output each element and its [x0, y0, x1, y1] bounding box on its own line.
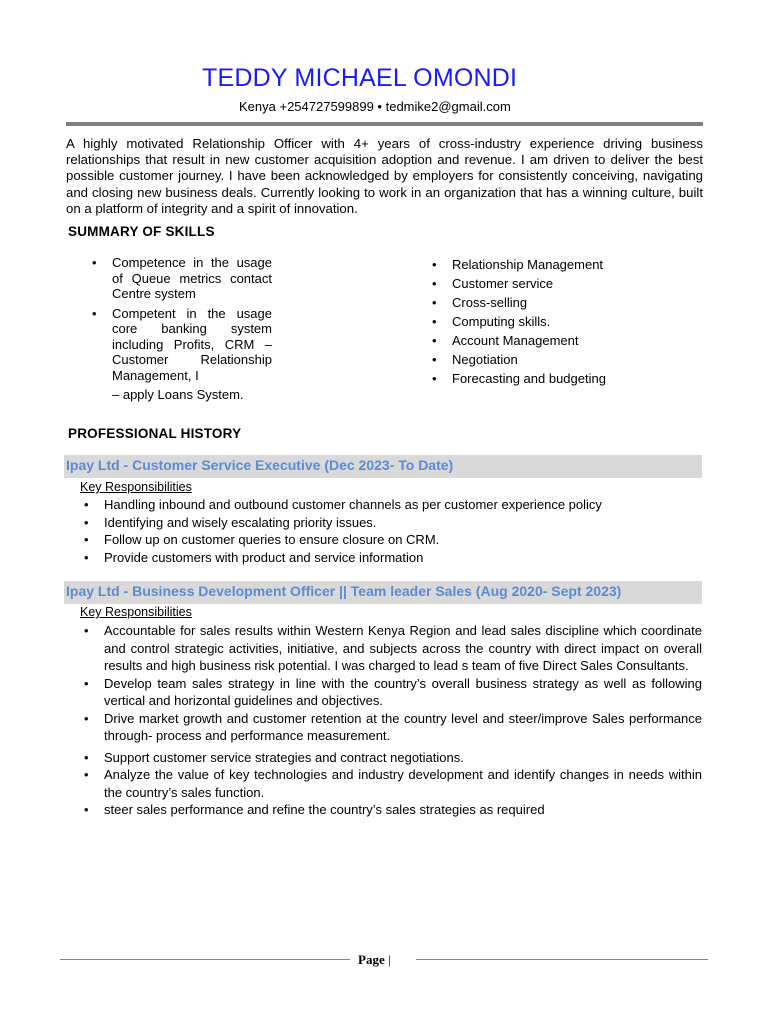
responsibilities-label: Key Responsibilities — [80, 480, 192, 494]
skill-item: • Competent in the usage core banking system including Profits, CRM – Customer Relationship Management, I — [88, 306, 272, 384]
skill-item: • Customer service — [428, 274, 606, 293]
skills-right-column — [428, 255, 606, 388]
history-heading: PROFESSIONAL HISTORY — [68, 426, 242, 441]
job-title-bar — [64, 581, 702, 604]
list-item: • Analyze the value of key technologies and industry development and identify changes in needs within the country’s sales function. — [80, 766, 702, 801]
candidate-name: TEDDY MICHAEL OMONDI — [202, 64, 518, 92]
responsibilities-list — [80, 496, 702, 566]
footer-divider-right — [416, 959, 708, 960]
skills-heading: SUMMARY OF SKILLS — [68, 224, 215, 239]
list-item: • Handling inbound and outbound customer channels as per customer experience policy — [80, 496, 702, 514]
responsibilities-label: Key Responsibilities — [80, 605, 192, 619]
header-divider — [66, 122, 703, 126]
footer-divider-left — [60, 959, 350, 960]
job-title: Ipay Ltd - Customer Service Executive (Dec 2023- To Date) — [66, 457, 454, 473]
page-number — [358, 952, 391, 968]
skill-item-continuation: – apply Loans System. — [112, 387, 244, 402]
profile-summary: A highly motivated Relationship Officer with 4+ years of cross-industry experience driving business relationships that result in new customer acquisition adoption and revenue. I am driven to deliver the best possible customer journey. I have been acknowledged by employers for consistently conceiving, navigating and closing new business deals. Currently looking to work in an organization that has a winning culture, built on a platform of integrity and a spirit of innovation. — [66, 136, 703, 216]
list-item: • Develop team sales strategy in line with the country’s overall business strategy as well as following vertical and horizontal guidelines and objectives. — [80, 675, 702, 710]
list-item: • Support customer service strategies and contract negotiations. — [80, 749, 702, 767]
list-item: • Accountable for sales results within Western Kenya Region and lead sales discipline which coordinate and control strategic activities, initiative, and subjects across the country with direct impact on overall results and high business risk potential. I was charged to lead s team of five Direct Sales Consultants. — [80, 622, 702, 675]
skill-item: • Forecasting and budgeting — [428, 369, 606, 388]
skill-item: • Relationship Management — [428, 255, 606, 274]
skill-item: • Computing skills. — [428, 312, 606, 331]
skill-item: • Account Management — [428, 331, 606, 350]
job-title-bar — [64, 455, 702, 478]
skill-item: • Competence in the usage of Queue metrics contact Centre system — [88, 255, 272, 302]
page-label: Page — [358, 952, 385, 967]
job-title: Ipay Ltd - Business Development Officer || Team leader Sales (Aug 2020- Sept 2023) — [66, 583, 622, 599]
list-item: • Drive market growth and customer retention at the country level and steer/improve Sales performance through- process and performance measurement. — [80, 710, 702, 745]
list-item: • Identifying and wisely escalating priority issues. — [80, 514, 702, 532]
contact-line: Kenya +254727599899 • tedmike2@gmail.com — [239, 99, 511, 114]
skills-left-column — [88, 255, 272, 403]
list-item: • Follow up on customer queries to ensure closure on CRM. — [80, 531, 702, 549]
skill-item: • Cross-selling — [428, 293, 606, 312]
list-item: • Provide customers with product and service information — [80, 549, 702, 567]
page-separator: | — [387, 952, 391, 967]
skill-item: • Negotiation — [428, 350, 606, 369]
list-item: • steer sales performance and refine the country’s sales strategies as required — [80, 801, 702, 819]
responsibilities-list — [80, 622, 702, 819]
